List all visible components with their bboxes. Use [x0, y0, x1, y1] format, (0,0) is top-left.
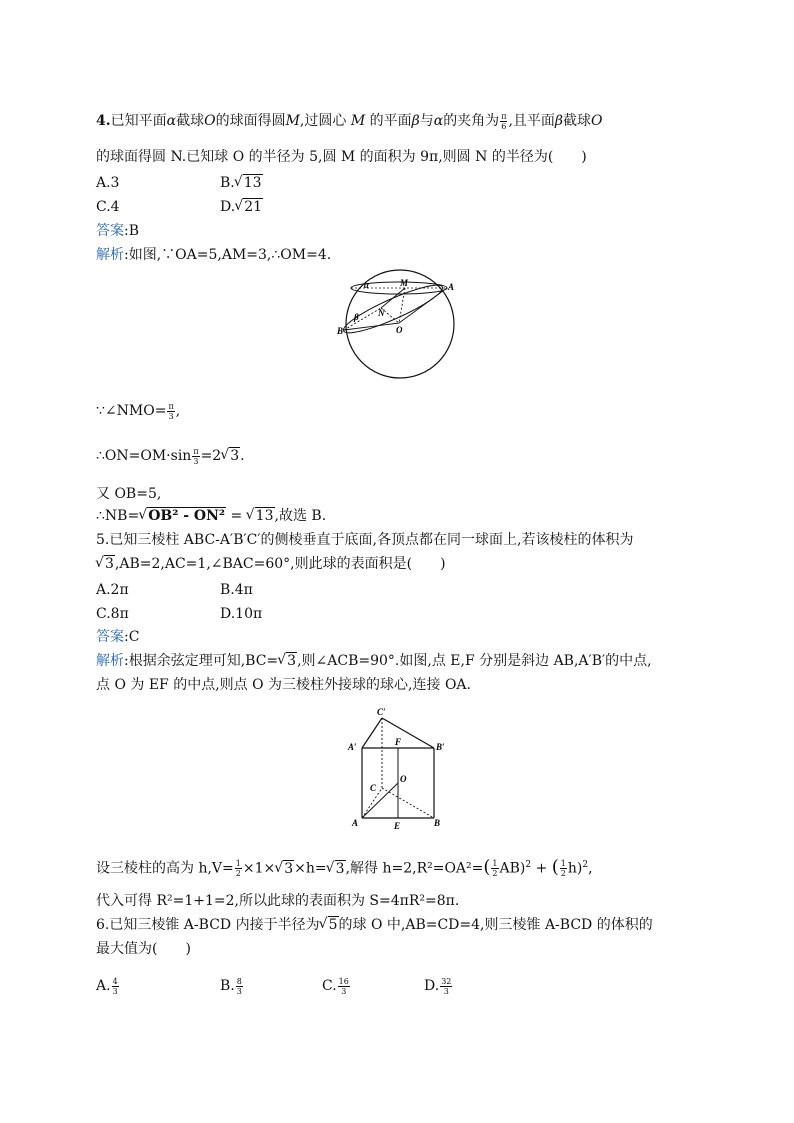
step-text: ∵∠NMO=: [96, 403, 167, 419]
q6-option-b[interactable]: [220, 976, 244, 996]
q4-stem-line1: [96, 111, 602, 131]
q4-text: 的平面: [369, 113, 412, 129]
fraction: [338, 977, 350, 996]
step-text: h): [567, 860, 583, 877]
q5-analysis-line2: 点 O 为 EF 的中点,则点 O 为三棱柱外接球的球心,连接 OA.: [96, 677, 471, 693]
step-text: ∴NB=: [96, 508, 140, 524]
q6-option-a[interactable]: [96, 976, 120, 996]
step-text: =2: [200, 448, 222, 464]
label-b1: B′: [436, 742, 445, 752]
stem-text: 的球 O 中,AB=CD=4,则三棱锥 A-BCD 的体积的: [338, 917, 653, 933]
label-o: O: [400, 774, 407, 784]
edge-a1c1: [362, 718, 382, 748]
label-alpha: α: [364, 280, 369, 290]
sqrt: [278, 651, 297, 671]
analysis-label: 解析: [96, 247, 124, 263]
step-text: +: [531, 860, 552, 877]
frac-den: 2: [560, 869, 566, 879]
paren: (: [551, 856, 559, 878]
radicand: 3: [287, 653, 297, 669]
sqrt: [139, 506, 226, 526]
step-text: ,: [175, 403, 181, 419]
q4-text: 截球: [176, 113, 205, 129]
q4-text: ,且平面: [508, 113, 555, 129]
q4-text: 的球面得圆: [215, 113, 286, 129]
segment-nm: [381, 288, 405, 308]
q4-text: 已知平面: [110, 113, 167, 129]
q5-option-c[interactable]: C.8π: [96, 606, 129, 622]
stem-text: 6.已知三棱锥 A-BCD 内接于半径为: [96, 917, 320, 933]
q4-option-d[interactable]: [220, 197, 263, 217]
step-text: =: [226, 508, 247, 524]
fraction: [167, 402, 174, 421]
frac-num: 32: [441, 976, 452, 986]
option-label: C.: [322, 978, 337, 994]
q5-height-line: [96, 855, 593, 879]
option-label: B.: [220, 978, 235, 994]
q4-option-a[interactable]: A.3: [96, 175, 120, 191]
radicand: 5: [328, 917, 338, 933]
q4-option-b[interactable]: [220, 173, 263, 193]
sqrt: [275, 859, 294, 879]
analysis-label: 解析: [96, 653, 124, 669]
sqrt: [221, 446, 240, 466]
q4-step1: [96, 401, 180, 421]
frac-num: 1: [235, 859, 241, 869]
q5-stem-line1: 5.已知三棱柱 ABC-A′B′C′的侧棱垂直于底面,各顶点都在同一球面上,若该棱柱的体积为: [96, 532, 634, 548]
step-text: AB): [499, 860, 526, 877]
answer-label: 答案: [96, 223, 124, 239]
option-label: D.: [424, 978, 440, 994]
q4-o: O: [591, 113, 603, 129]
step-text: .: [240, 448, 245, 464]
edge-cb: [382, 788, 434, 818]
fraction: [440, 977, 452, 996]
label-c1: C′: [377, 707, 386, 717]
radicand: 3: [284, 860, 294, 877]
step-text: 设三棱柱的高为 h,V=: [96, 860, 234, 877]
q5-analysis-line1: [96, 651, 652, 671]
frac-den: 3: [193, 456, 199, 466]
step-text: ×1×: [242, 860, 276, 877]
q4-fraction: [500, 112, 507, 131]
stem-text: ,AB=2,AC=1,∠BAC=60°,则此球的表面积是( ): [114, 556, 446, 572]
segment-mo: [399, 288, 405, 323]
frac-num: 1: [492, 859, 498, 869]
step-text: ×h=: [294, 860, 327, 877]
label-a1: A′: [348, 742, 357, 752]
q6-stem-line1: [96, 915, 653, 935]
radicand: OB² - ON²: [148, 508, 226, 524]
radicand: 21: [244, 199, 263, 215]
frac-den: 2: [235, 869, 241, 879]
frac-den: 3: [341, 986, 347, 996]
sphere-figure: [336, 268, 461, 383]
label-n: N: [378, 308, 385, 318]
answer-value: :B: [124, 223, 140, 239]
sqrt: [247, 506, 275, 526]
frac-den: 3: [168, 411, 174, 421]
frac-den: 3: [443, 986, 449, 996]
radicand: 3: [105, 556, 114, 572]
q4-text: 截球: [563, 113, 591, 129]
sqrt: [320, 915, 339, 935]
q4-text: 与: [419, 113, 434, 129]
q4-alpha: α: [166, 113, 177, 129]
circle-n: [340, 278, 447, 340]
step-text: ,解得 h=2,R²=OA²=: [345, 860, 484, 877]
frac-den: 6: [501, 121, 507, 131]
sqrt: [96, 554, 115, 574]
q4-beta: β: [554, 113, 563, 129]
q5-option-d[interactable]: D.10π: [220, 606, 263, 622]
q5-option-a[interactable]: A.2π: [96, 582, 129, 598]
fraction: [236, 977, 243, 996]
label-m: M: [400, 278, 409, 288]
frac-den: 3: [236, 986, 242, 996]
q4-text: 的夹角为: [443, 113, 500, 129]
q4-beta: β: [411, 113, 420, 129]
fraction: [491, 859, 498, 878]
answer-value: :C: [124, 629, 140, 645]
label-b: B: [434, 818, 441, 828]
step-text: ,: [588, 860, 593, 877]
q4-m: M: [285, 113, 300, 129]
label-c: C: [370, 783, 377, 793]
fraction: [560, 859, 567, 878]
option-label: A.: [96, 978, 111, 994]
q4-step3: 又 OB=5,: [96, 486, 162, 502]
q5-option-b[interactable]: B.4π: [220, 582, 253, 598]
sqrt: [327, 859, 346, 879]
segment-bo: [344, 323, 399, 330]
exponent: 2: [525, 860, 532, 870]
fraction: [235, 859, 242, 878]
frac-num: 16: [338, 976, 349, 986]
frac-num: π: [501, 111, 507, 121]
frac-num: π: [193, 446, 199, 456]
q4-m: M: [350, 113, 366, 129]
q4-step4: [96, 506, 326, 526]
label-beta: β: [354, 312, 359, 322]
sqrt: [235, 173, 263, 193]
frac-den: 3: [112, 986, 118, 996]
label-f: F: [395, 737, 402, 747]
q5-substitute-line: 代入可得 R²=1+1=2,所以此球的表面积为 S=4πR²=8π.: [96, 893, 460, 909]
paren: (: [483, 856, 491, 878]
q4-analysis: [96, 245, 331, 265]
q6-option-d[interactable]: [424, 976, 453, 996]
answer-label: 答案: [96, 629, 124, 645]
q4-o: O: [204, 113, 216, 129]
q6-stem-line2: 最大值为( ): [96, 941, 191, 957]
q4-alpha: α: [433, 113, 444, 129]
prism-figure: [340, 702, 455, 832]
segment-oa: [362, 783, 398, 818]
label-a: A: [448, 282, 455, 292]
q4-step2: [96, 446, 245, 466]
fraction: [192, 447, 199, 466]
radicand: 13: [243, 175, 262, 191]
frac-num: 1: [560, 859, 566, 869]
label-b: B: [337, 326, 344, 336]
option-label: B.: [220, 175, 235, 191]
analysis-text: :如图,∵OA=5,AM=3,∴OM=4.: [124, 247, 332, 263]
q4-number: 4.: [96, 113, 111, 129]
analysis-text: :根据余弦定理可知,BC=: [124, 653, 279, 669]
step-text: ∴ON=OM·sin: [96, 448, 192, 464]
radicand: 3: [230, 448, 240, 464]
edge-c1b1: [382, 718, 434, 748]
frac-num: π: [168, 401, 174, 411]
fraction: [112, 977, 119, 996]
q5-answer: [96, 627, 139, 647]
analysis-text: ,则∠ACB=90°.如图,点 E,F 分别是斜边 AB,A′B′的中点,: [297, 653, 652, 669]
q6-option-c[interactable]: [322, 976, 351, 996]
q4-answer: [96, 221, 139, 241]
q4-stem-line2: 的球面得圆 N.已知球 O 的半径为 5,圆 M 的面积为 9π,则圆 N 的半径为( ): [96, 149, 587, 165]
sqrt: [235, 197, 263, 217]
step-text: ,故选 B.: [274, 508, 327, 524]
exponent: 2: [582, 860, 589, 870]
label-o: O: [396, 325, 403, 335]
radicand: 3: [335, 860, 345, 877]
q5-stem-line2: [96, 554, 446, 574]
radicand: 13: [255, 508, 274, 524]
option-label: D.: [220, 199, 236, 215]
label-a: A: [352, 818, 359, 828]
frac-num: 4: [112, 976, 118, 986]
frac-num: 8: [236, 976, 242, 986]
q4-option-c[interactable]: C.4: [96, 199, 120, 215]
label-e: E: [394, 821, 401, 831]
frac-den: 2: [492, 869, 498, 879]
q4-text: ,过圆心: [299, 113, 347, 129]
